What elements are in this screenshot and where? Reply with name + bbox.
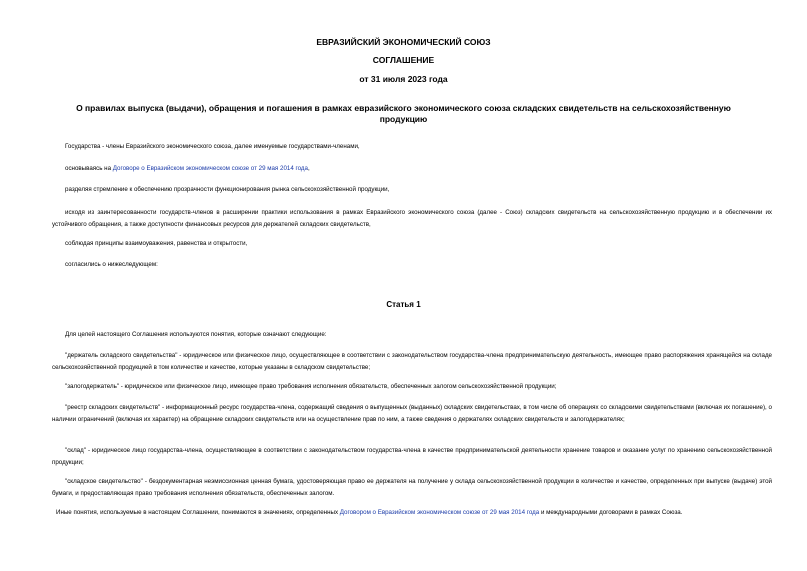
closing-text: Иные понятия, используемые в настоящем Соглашении, понимаются в значениях, определенных [56, 509, 340, 516]
treaty-link[interactable]: Договоре о Евразийском экономическом союзе от 29 мая 2014 года [112, 165, 308, 172]
document-type: СОГЛАШЕНИЕ [372, 55, 435, 65]
union-heading: ЕВРАЗИЙСКИЙ ЭКОНОМИЧЕСКИЙ СОЮЗ [316, 37, 491, 47]
preamble-paragraph-6: согласились о нижеследующем: [65, 261, 158, 268]
definition-registry: "реестр складских свидетельств" - информационный ресурс государства-члена, содержащий сведения о выпущенных (выданных) складских свидетельствах, в том числе об операциях со складскими свидетельствами (включая их погашение), о наличии ограничений (включая их характер) на обращение складских свидетельств или на осуществление прав по ним, а также сведения о держателях складских свидетельств и залогодержателях; [52, 404, 772, 423]
article-intro: Для целей настоящего Соглашения используются понятия, которые означают следующие: [65, 331, 327, 338]
preamble-2-tail: , [307, 165, 310, 172]
preamble-paragraph-5: соблюдая принципы взаимоуважения, равенства и открытости, [65, 240, 248, 247]
preamble-paragraph-3: разделяя стремление к обеспечению прозрачности функционирования рынка сельскохозяйственной продукции, [65, 186, 390, 193]
document-date: от 31 июля 2023 года [359, 74, 448, 84]
definition-warehouse: "склад" - юридическое лицо государства-члена, осуществляющее в соответствии с законодательством государства-члена в качестве предпринимательской деятельности хранение товаров и оказание услуг по хранению сельскохозяйственной продукции; [52, 447, 772, 466]
definition-holder: "держатель складского свидетельства" - юридическое или физическое лицо, осуществляющее в соответствии с законодательством государства-члена предпринимательскую деятельность, имеющее право распоряжения хранящейся на складе сельскохозяйственной продукцией в том количестве и качестве, которые указаны в складском свидетельстве; [52, 352, 772, 371]
definition-pledgee: "залогодержатель" - юридическое или физическое лицо, имеющее право требования исполнения обязательств, обеспеченных залогом сельскохозяйственной продукции; [65, 383, 557, 390]
document-title: О правилах выпуска (выдачи), обращения и погашения в рамках евразийского экономического союза складских свидетельств на сельскохозяйственную продукцию [76, 103, 731, 124]
closing-tail: и международными договорами в рамках Союза. [539, 509, 683, 516]
preamble-paragraph-1: Государства - члены Евразийского экономического союза, далее именуемые государствами-членами, [65, 143, 360, 150]
article-closing [40, 507, 774, 519]
preamble-2-text: основываясь на [65, 165, 113, 172]
preamble-paragraph-2 [52, 163, 772, 175]
treaty-link-2[interactable]: Договором о Евразийском экономическом союзе от 29 мая 2014 года [339, 509, 540, 516]
preamble-paragraph-4: исходя из заинтересованности государств-членов в расширении практики использования в рамках Евразийского экономического союза (далее - Союз) складских свидетельств на сельскохозяйственную продукцию и в обеспечении их устойчивого обращения, а также доступности финансовых ресурсов для держателей складских свидетельств, [52, 209, 772, 228]
article-heading: Статья 1 [386, 300, 421, 309]
definition-warehouse-receipt: "складское свидетельство" - бездокументарная неэмиссионная ценная бумага, удостоверяющая право ее держателя на получение у склада сельскохозяйственной продукции в количестве и качестве, определенных при выпуске (выдаче) этой бумаги, и предоставляющая право требования исполнения обязательств, обеспеченных залогом. [52, 478, 772, 497]
